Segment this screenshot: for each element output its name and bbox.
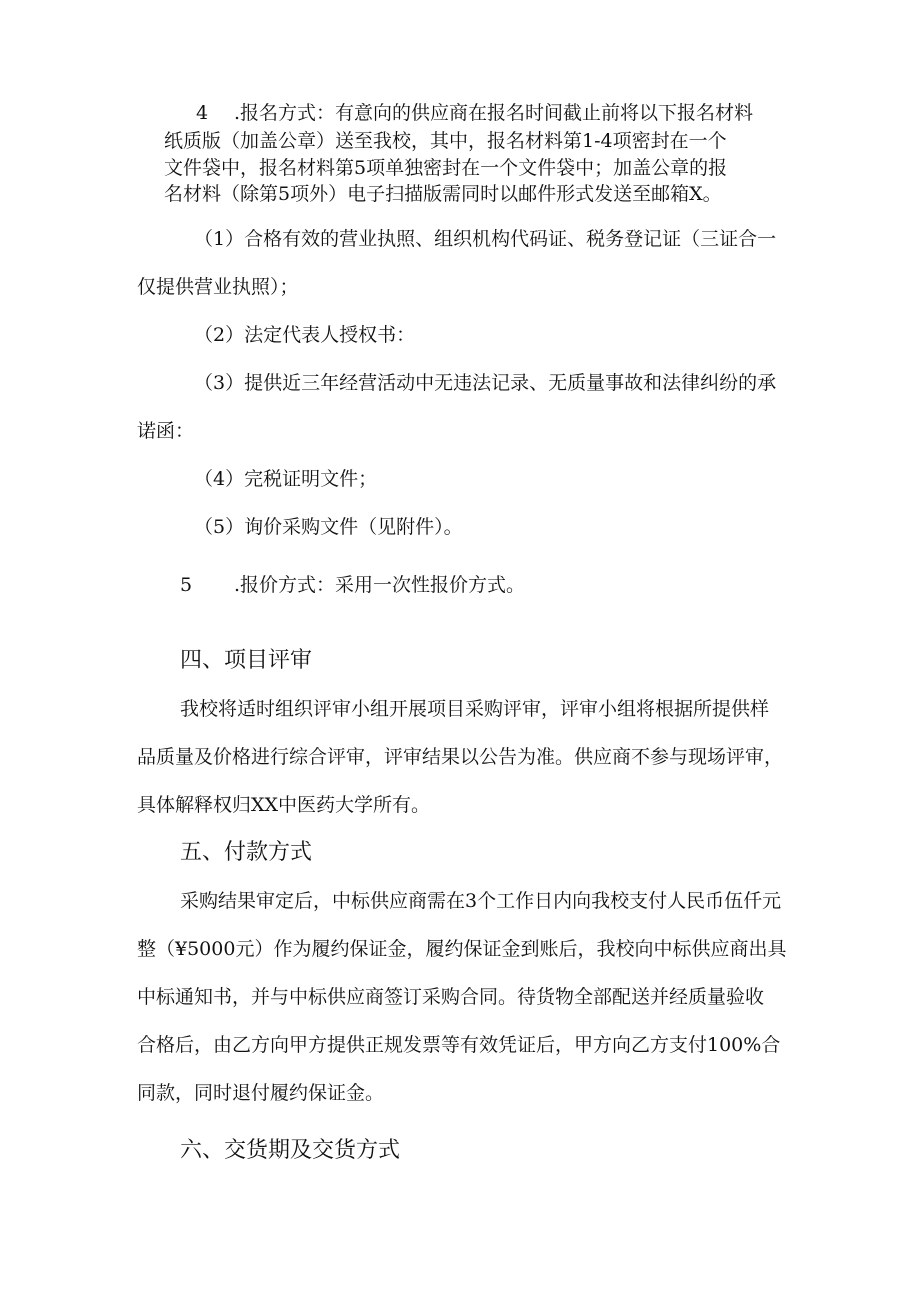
material-1-line-2: 仅提供营业执照）； bbox=[137, 276, 299, 298]
section4-heading: 四、项目评审 bbox=[180, 648, 313, 673]
section5-heading: 五、付款方式 bbox=[180, 840, 313, 865]
section4-line-2: 品质量及价格进行综合评审，评审结果以公告为准。供应商不参与现场评审， bbox=[137, 746, 784, 768]
item4-line-4: 名材料（除第5项外）电子扫描版需同时以邮件形式发送至邮箱X。 bbox=[164, 183, 722, 205]
section5-line-3: 中标通知书，并与中标供应商签订采购合同。待货物全部配送并经质量验收 bbox=[137, 986, 765, 1008]
material-5: （5）询价采购文件（见附件）。 bbox=[194, 516, 463, 538]
section4-line-1: 我校将适时组织评审小组开展项目采购评审，评审小组将根据所提供样 bbox=[180, 698, 770, 720]
item4-line-2: 纸质版（加盖公章）送至我校，其中，报名材料第1-4项密封在一个 bbox=[164, 130, 727, 152]
material-3-line-2: 诺函： bbox=[137, 420, 195, 442]
section5-line-1: 采购结果审定后，中标供应商需在3个工作日内向我校支付人民币伍仟元 bbox=[180, 890, 782, 912]
item5-text: .报价方式：采用一次性报价方式。 bbox=[234, 574, 526, 596]
section4-line-3: 具体解释权归XX中医药大学所有。 bbox=[137, 794, 431, 816]
section5-line-2: 整（¥5000元）作为履约保证金，履约保证金到账后，我校向中标供应商出具 bbox=[137, 938, 787, 960]
material-2: （2）法定代表人授权书： bbox=[194, 324, 416, 346]
section5-line-5: 同款，同时退付履约保证金。 bbox=[137, 1082, 385, 1104]
item4-line-3: 文件袋中，报名材料第5项单独密封在一个文件袋中；加盖公章的报 bbox=[164, 157, 728, 179]
section5-line-4: 合格后，由乙方向甲方提供正规发票等有效凭证后，甲方向乙方支付100%合 bbox=[137, 1034, 781, 1056]
item4-line-1: .报名方式：有意向的供应商在报名时间截止前将以下报名材料 bbox=[234, 102, 754, 124]
material-4: （4）完税证明文件； bbox=[194, 468, 378, 490]
section6-heading: 六、交货期及交货方式 bbox=[180, 1138, 401, 1163]
material-1-line-1: （1）合格有效的营业执照、组织机构代码证、税务登记证（三证合一 bbox=[194, 228, 777, 250]
item5-number: 5 bbox=[180, 574, 193, 596]
material-3-line-1: （3）提供近三年经营活动中无违法记录、无质量事故和法律纠纷的承 bbox=[194, 372, 777, 394]
item4-number: 4 bbox=[196, 102, 209, 124]
